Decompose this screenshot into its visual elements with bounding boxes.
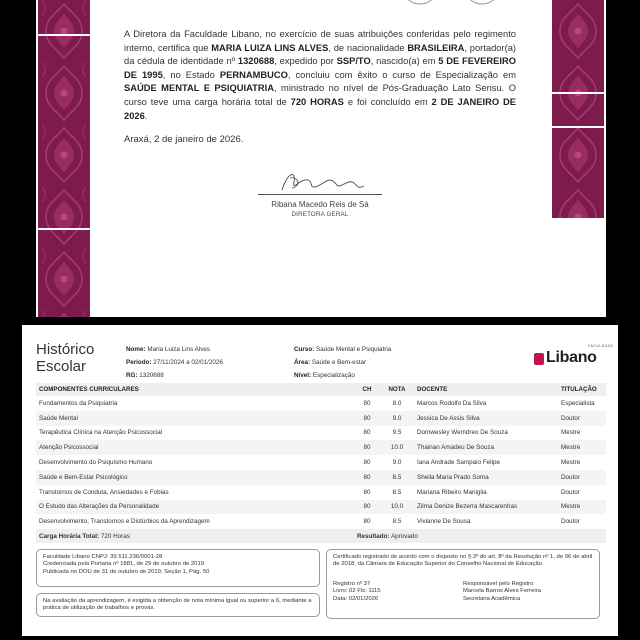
row-teacher: Sheila Maria Prado Soma <box>414 470 558 485</box>
table-footer-row <box>36 529 606 543</box>
certificate-body-text: A Diretora da Faculdade Libano, no exercício de suas atribuições conferidas pelo regimento interno, certifica que MARIA LUIZA LINS ALVES, de nacionalidade BRASILEIRA, portador(a) da cédula de identidade nº 1320688, expedido por SSP/TO, nascido(a) em 5 DE FEVEREIRO DE 1995, no Estado PERNAMBUCO, concluiu com êxito o curso de Especialização em SAÚDE MENTAL E PSIQUIATRIA, ministrado no nível de Pós-Graduação Lato Sensu. O curso teve uma carga horária total de 720 HORAS e foi concluído em 2 DE JANEIRO DE 2026. <box>124 29 516 121</box>
row-teacher: Zilma Denize Bezerra Mascarenhas <box>414 500 558 515</box>
damask-pattern-icon <box>552 0 604 218</box>
total-hours: Carga Horária Total: 720 Horas <box>36 529 354 543</box>
signature-line <box>258 194 382 195</box>
evaluation-note-box: Na avaliação da aprendizagem, é exigida a obtenção de nota mínima igual ou superior a 6, mediante a prática de utilização de trabalhos e provas. <box>36 593 320 617</box>
row-component: Atenção Psicossocial <box>36 440 354 455</box>
left-ornament-pillar <box>38 0 90 317</box>
signer-name: Ribana Macedo Reis de Sá <box>271 200 369 209</box>
row-component: O Estudo das Alterações da Personalidade <box>36 500 354 515</box>
row-grade: 9.0 <box>380 411 414 426</box>
damask-pattern-icon <box>38 0 90 317</box>
row-teacher: Mariana Ribeiro Maniglia <box>417 488 487 496</box>
registration-box <box>326 549 600 619</box>
grades-table <box>36 383 606 543</box>
header-title: TITULAÇÃO <box>558 383 606 396</box>
table-row <box>36 455 606 470</box>
table-row <box>36 411 606 426</box>
registration-note: Certificado registrado de acordo com o disposto no § 2º do art. 8º da Resolução nº 1, de 06 de abril de 2018, da Câmara de Educação Superior do Conselho Nacional de Educação. <box>333 554 593 568</box>
row-component: Saúde Mental <box>36 411 354 426</box>
table-row <box>36 500 606 515</box>
row-component: Terapêutica Clínica na Atenção Psicossocial <box>39 429 163 437</box>
id-number: 1320688 <box>237 56 275 67</box>
row-component: Fundamentos da Psiquiatria <box>39 399 118 407</box>
row-title: Doutor <box>561 518 580 526</box>
birth-date: 5 DE FEVEREIRO DE 1995 <box>124 56 516 80</box>
row-teacher: Thainan Amadeu De Souza <box>414 440 558 455</box>
row-grade: 8.5 <box>392 518 402 526</box>
row-ch: 80 <box>363 488 371 496</box>
place-date: Araxá, 2 de janeiro de 2026. <box>124 134 244 145</box>
meta-level: Nível: Especialização <box>294 372 355 379</box>
nationality: BRASILEIRA <box>407 42 465 53</box>
row-title: Mestre <box>558 500 606 515</box>
row-teacher: Domwesley Wemdreo De Souza <box>417 429 508 437</box>
signer-role: DIRETORA GERAL <box>291 211 349 218</box>
row-grade: 8.5 <box>380 470 414 485</box>
row-grade: 9.5 <box>392 429 402 437</box>
row-title: Mestre <box>558 440 606 455</box>
final-result: Resultado: Aprovado <box>354 529 606 543</box>
row-ch: 80 <box>354 470 380 485</box>
row-component: Transtornos de Conduta, Ansiedades e Fobias <box>39 488 169 496</box>
meta-name: Nome: Maria Luiza Lins Alves <box>126 346 210 353</box>
row-title: Mestre <box>561 429 581 437</box>
row-component: Desenvolvimento do Psiquismo Humano <box>39 459 153 467</box>
row-ch: 80 <box>354 500 380 515</box>
registration-responsible: Responsável pelo Registro Marcela Barros Alves Ferreira Secretaria Acadêmica <box>463 581 541 602</box>
course-name: SAÚDE MENTAL E PSIQUIATRIA <box>124 83 274 94</box>
completion-date: 2 DE JANEIRO DE 2026 <box>124 96 516 121</box>
row-grade: 9.0 <box>392 459 402 467</box>
row-ch: 80 <box>354 440 380 455</box>
row-ch: 80 <box>363 429 371 437</box>
table-row <box>36 396 606 411</box>
header-ch: CH <box>354 383 380 396</box>
meta-rg: RG: 1320688 <box>126 372 164 379</box>
seal-icon <box>462 0 502 6</box>
table-row <box>36 485 606 500</box>
row-title: Doutor <box>561 488 580 496</box>
left-dark-edge <box>0 0 36 317</box>
row-teacher: Iana Andrade Sampaio Felipe <box>417 459 500 467</box>
transcript-paper: Histórico Escolar Nome: Maria Luiza Lins Alves Período: 27/11/2024 a 02/01/2026 RG: 1320688 Curso: Saúde Mental e Psiquiatria Área: Saúde e Bem-estar Nível: Especialização Libano FACULDADE COMPONENTES CURRICULARES CH NOTA DOCENTE TITULAÇÃO Fundamentos da Psiquiatria 80 8.0 Marcos Rodolfo Da Silva Especialista Saúde Mental 80 9.0 Jessica De Assis Silva Doutor Terapêutica Clínica na Atenção Psicossocial 80 9.5 Domwesley Wemdreo De Souza Mestre Atenção Psicossocial 80 10.0 Thainan Amadeu De Souza Mestre Desenvolvimento do Psiquismo Humano 80 9.0 Iana Andrade Sampaio Felipe Mestre Saúde e Bem-Estar Psicológico 80 8.5 Sheila Maria Prado Soma Doutor Transtornos de Conduta, Ansiedades e Fobias 80 8.5 Mariana Ribeiro Maniglia Doutor O Estudo das Alterações da Personalidade 80 10.0 Zilma Denize Bezerra Mascarenhas Mestre Desenvolvimento, Transtornos e Distúrbios da Aprendizagem 80 8.5 Vivianne De Sousa Doutor Carga Horária Total: 720 Horas Resultado: Aprovado Faculdade Libano CNPJ: 39.511.236/0001-28 Credenciada pela Portaria nº 1881, de 29 de outubro de 2019 Publicada no DOU de 31 de outubro de 2019, Seção 1, Pág. 50 Na avaliação da aprendizagem, é exigida a obtenção de nota mínima igual ou superior a 6, mediante a prática de utilização de trabalhos e provas. Certificado registrado de acordo com o disposto no § 2º do art. 8º da Resolução nº 1, de 06 de abril de 2018, da Câmara de Educação Superior do Conselho Nacional de Educação. Registro nº 37 Livro: 02 Fls: 1115 Data: 02/01/2026 Responsável pelo Registro Marcela Barros Alves Ferreira Secretaria Acadêmica <box>22 325 618 636</box>
table-row <box>36 470 606 485</box>
row-grade: 10.0 <box>380 500 414 515</box>
registration-details: Registro nº 37 Livro: 02 Fls: 1115 Data: 02/01/2026 <box>333 581 381 602</box>
row-grade: 10.0 <box>380 440 414 455</box>
meta-period: Período: 27/11/2024 a 02/01/2026 <box>126 359 223 366</box>
institution-box: Faculdade Libano CNPJ: 39.511.236/0001-28 Credenciada pela Portaria nº 1881, de 29 de outubro de 2019 Publicada no DOU de 31 de outubro de 2019, Seção 1, Pág. 50 <box>36 549 320 587</box>
row-teacher: Marcos Rodolfo Da Silva <box>417 399 487 407</box>
transcript-title: Histórico Escolar <box>36 341 95 375</box>
right-dark-edge <box>606 0 640 317</box>
table-row <box>36 426 606 441</box>
certificate-page <box>0 0 640 317</box>
seal-icon <box>400 0 440 6</box>
header-component: COMPONENTES CURRICULARES <box>36 383 354 396</box>
row-component: Saúde e Bem-Estar Psicológico <box>36 470 354 485</box>
row-title: Mestre <box>561 459 581 467</box>
table-row <box>36 440 606 455</box>
header-teacher: DOCENTE <box>414 383 558 396</box>
table-row <box>36 514 606 529</box>
table-header-row <box>36 383 606 396</box>
row-title: Doutor <box>558 470 606 485</box>
course-hours: 720 HORAS <box>290 96 344 107</box>
row-component: Desenvolvimento, Transtornos e Distúrbios da Aprendizagem <box>39 518 210 526</box>
row-teacher: Jessica De Assis Silva <box>414 411 558 426</box>
row-ch: 80 <box>363 459 371 467</box>
row-grade: 8.0 <box>392 399 402 407</box>
logo-mark-icon <box>534 353 544 365</box>
header-grade: NOTA <box>380 383 414 396</box>
meta-course: Curso: Saúde Mental e Psiquiatria <box>294 346 392 353</box>
row-ch: 80 <box>363 399 371 407</box>
student-name: MARIA LUIZA LINS ALVES <box>211 42 329 53</box>
id-issuer: SSP/TO <box>336 56 371 67</box>
signature-icon <box>278 168 368 196</box>
right-ornament-pillar <box>552 0 604 218</box>
row-ch: 80 <box>354 411 380 426</box>
row-grade: 8.5 <box>392 488 402 496</box>
transcript-page <box>0 317 640 640</box>
birth-state: PERNAMBUCO <box>219 69 288 80</box>
meta-area: Área: Saúde e Bem-estar <box>294 359 367 366</box>
row-title: Especialista <box>561 399 595 407</box>
row-teacher: Vivianne De Sousa <box>417 518 471 526</box>
row-title: Doutor <box>558 411 606 426</box>
row-ch: 80 <box>363 518 371 526</box>
